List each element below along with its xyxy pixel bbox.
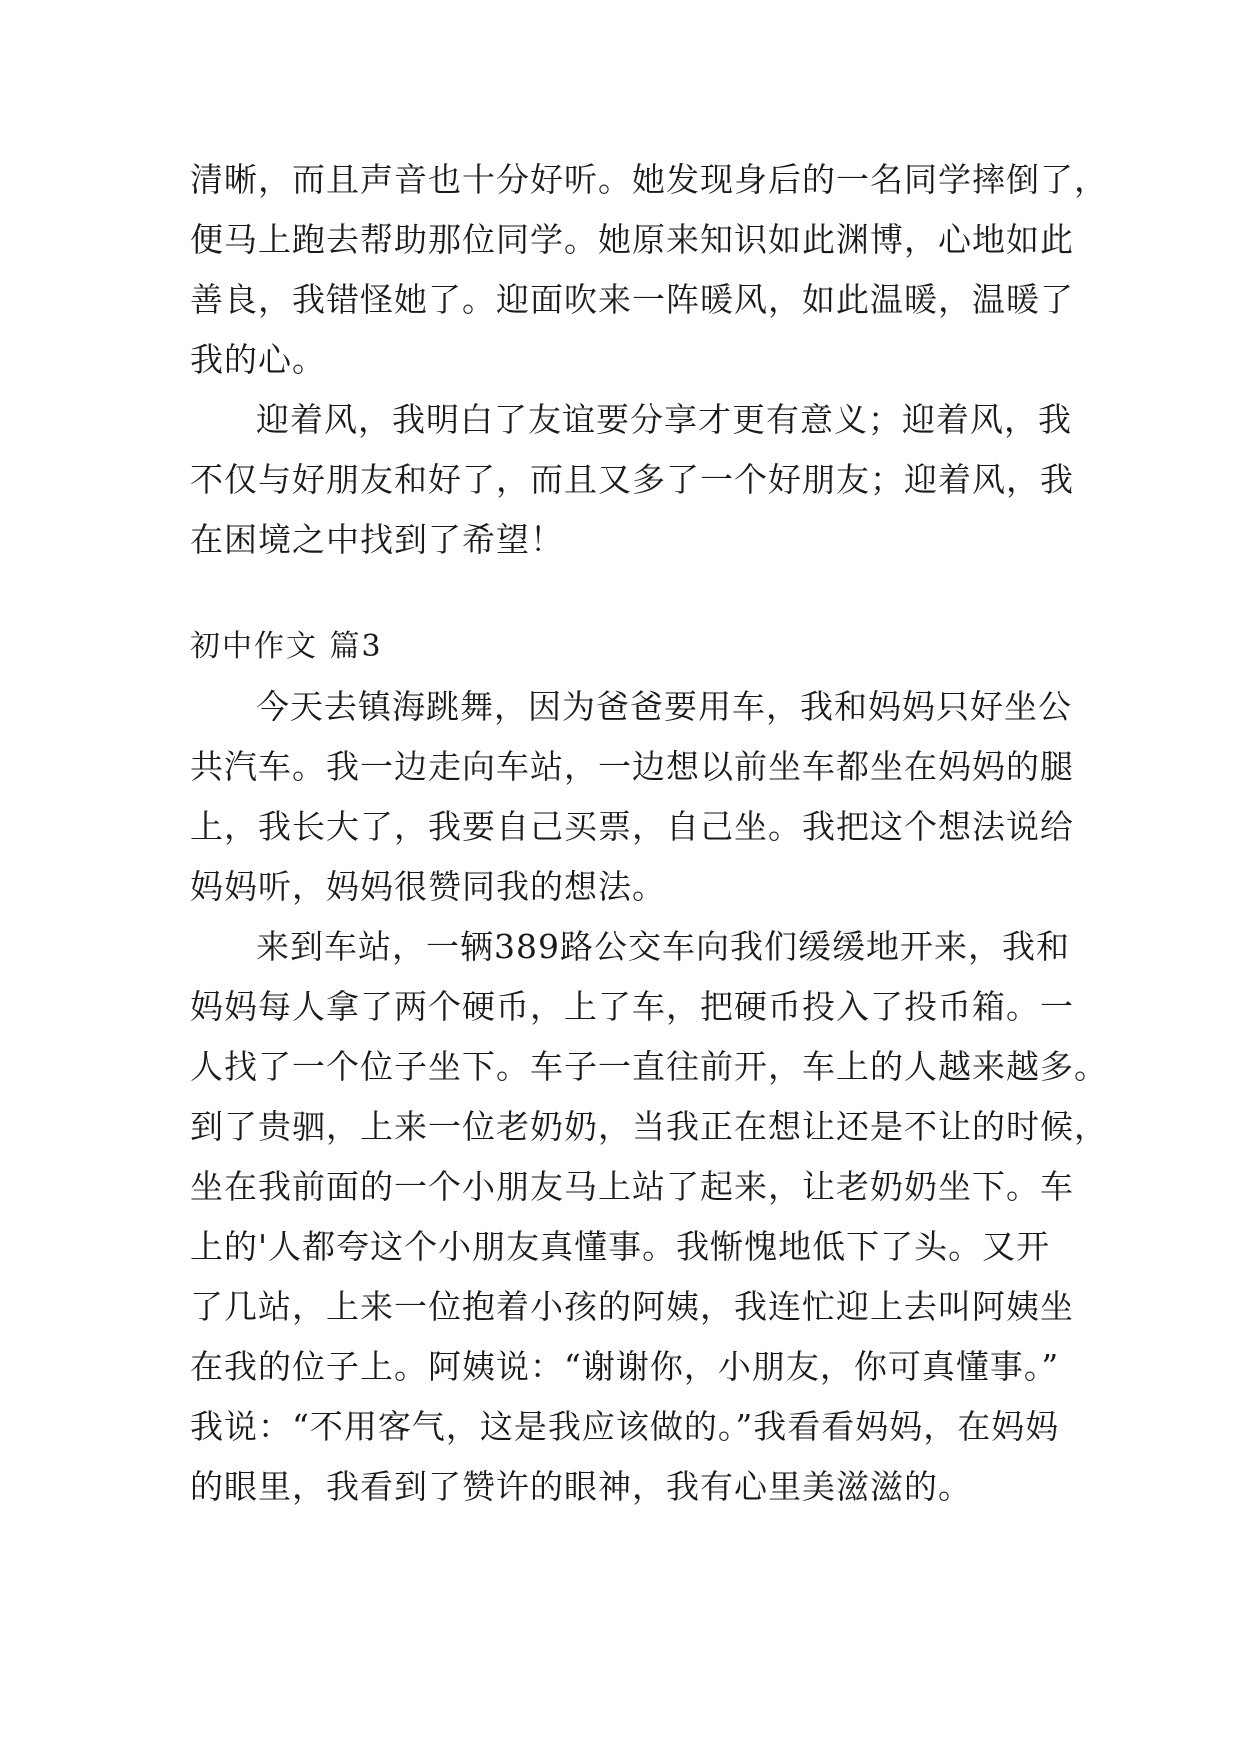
paragraph-line: 妈妈每人拿了两个硬币，上了车，把硬币投入了投币箱。一 bbox=[190, 987, 1074, 1026]
paragraph-line: 今天去镇海跳舞，因为爸爸要用车，我和妈妈只好坐公 bbox=[256, 687, 1072, 726]
paragraph-line: 不仅与好朋友和好了，而且又多了一个好朋友；迎着风，我 bbox=[190, 460, 1074, 499]
paragraph-line: 上的'人都夸这个小朋友真懂事。我惭愧地低下了头。又开 bbox=[190, 1227, 1051, 1266]
paragraph-line: 了几站，上来一位抱着小孩的阿姨，我连忙迎上去叫阿姨坐 bbox=[190, 1287, 1074, 1326]
paragraph-line: 在困境之中找到了希望！ bbox=[190, 520, 564, 559]
paragraph-line: 坐在我前面的一个小朋友马上站了起来，让老奶奶坐下。车 bbox=[190, 1167, 1074, 1206]
paragraph-line: 妈妈听，妈妈很赞同我的想法。 bbox=[190, 867, 666, 906]
paragraph-line: 清晰，而且声音也十分好听。她发现身后的一名同学摔倒了， bbox=[190, 160, 1108, 199]
paragraph-line: 在我的位子上。阿姨说：“谢谢你，小朋友，你可真懂事。” bbox=[190, 1347, 1060, 1386]
paragraph-line: 善良，我错怪她了。迎面吹来一阵暖风，如此温暖，温暖了 bbox=[190, 280, 1074, 319]
essay-heading: 初中作文 篇3 bbox=[190, 629, 383, 664]
paragraph-line: 上，我长大了，我要自己买票，自己坐。我把这个想法说给 bbox=[190, 807, 1074, 846]
paragraph-line: 来到车站，一辆389路公交车向我们缓缓地开来，我和 bbox=[256, 927, 1070, 966]
paragraph-line: 我的心。 bbox=[190, 340, 326, 379]
paragraph-line: 到了贵驷，上来一位老奶奶，当我正在想让还是不让的时候， bbox=[190, 1107, 1108, 1146]
paragraph-line: 我说：“不用客气，这是我应该做的。”我看看妈妈，在妈妈 bbox=[190, 1407, 1060, 1446]
paragraph-line: 迎着风，我明白了友谊要分享才更有意义；迎着风，我 bbox=[256, 400, 1072, 439]
paragraph-line: 的眼里，我看到了赞许的眼神，我有心里美滋滋的。 bbox=[190, 1467, 972, 1506]
paragraph-line: 共汽车。我一边走向车站，一边想以前坐车都坐在妈妈的腿 bbox=[190, 747, 1074, 786]
paragraph-line: 便马上跑去帮助那位同学。她原来知识如此渊博，心地如此 bbox=[190, 220, 1074, 259]
paragraph-line: 人找了一个位子坐下。车子一直往前开，车上的人越来越多。 bbox=[190, 1047, 1108, 1086]
